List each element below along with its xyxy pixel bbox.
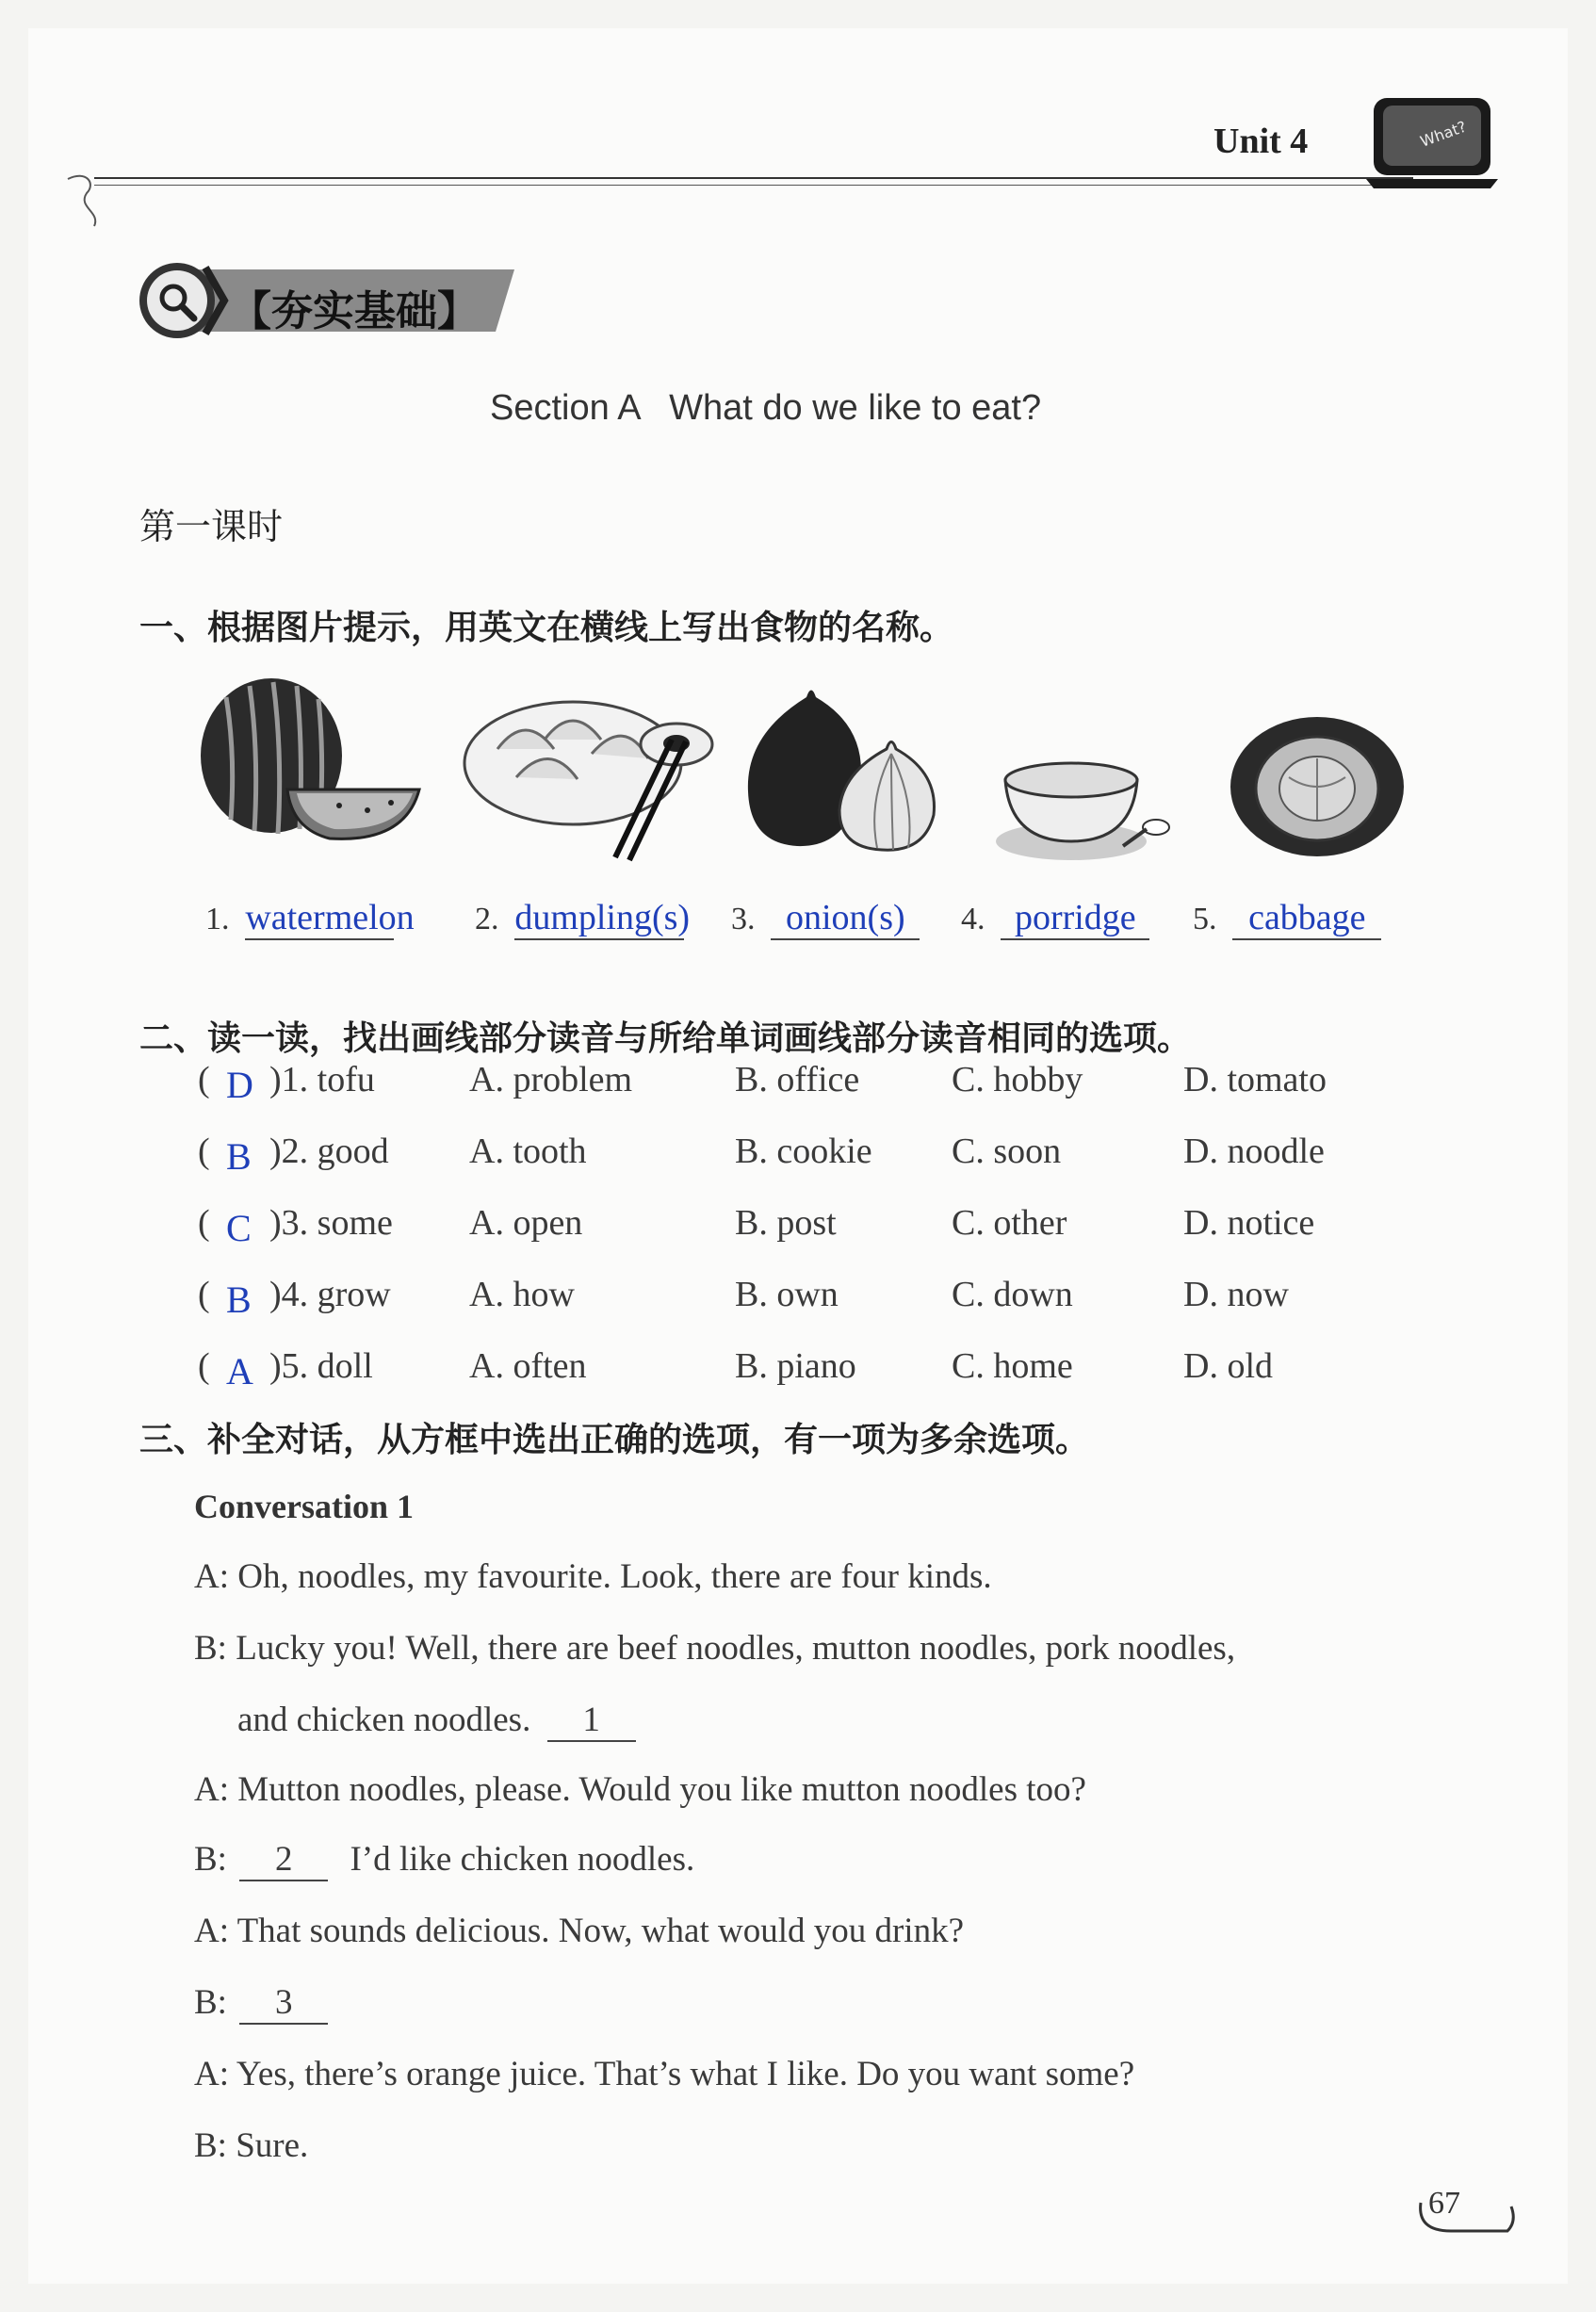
- q1-item-3: [731, 897, 920, 940]
- q1-instruction: 一、根据图片提示，用英文在横线上写出食物的名称。: [139, 609, 954, 647]
- q2-option-d: D. old: [1183, 1346, 1273, 1386]
- header-rule-thin: [94, 185, 1413, 186]
- blank-2[interactable]: 2: [239, 1839, 328, 1881]
- q1-item-number: 4.: [961, 902, 985, 936]
- dialog-line: [237, 1700, 636, 1742]
- blank-1[interactable]: 1: [547, 1700, 636, 1742]
- q2-option-c: C. soon: [952, 1132, 1062, 1171]
- q2-option-a: A. how: [469, 1275, 575, 1314]
- q2-option-a: A. problem: [469, 1060, 633, 1099]
- q2-option-b: B. own: [735, 1275, 839, 1314]
- q2-option-a: A. tooth: [469, 1132, 587, 1171]
- q2-option-a: A. often: [469, 1346, 587, 1386]
- q2-option-b: B. office: [735, 1060, 860, 1099]
- q2-option-c: C. hobby: [952, 1060, 1083, 1099]
- dialog-line: [194, 1839, 694, 1881]
- q2-option-b: B. cookie: [735, 1132, 872, 1171]
- q2-option-d: D. now: [1183, 1275, 1289, 1314]
- conversation-title: Conversation 1: [194, 1488, 414, 1525]
- q2-option-b: B. post: [735, 1203, 837, 1243]
- cabbage-icon: [1223, 711, 1411, 862]
- q1-answer-input[interactable]: watermelon: [245, 897, 394, 940]
- dialog-line: B: Sure.: [194, 2126, 309, 2165]
- q1-item-5: [1193, 897, 1381, 940]
- q1-item-2: [475, 897, 691, 940]
- q1-item-4: [961, 897, 1149, 940]
- speaker-label: B:: [194, 1840, 227, 1879]
- q2-row: ( A )5. doll A. often B. piano C. home D. old: [198, 1346, 1273, 1392]
- q1-item-number: 1.: [205, 902, 230, 936]
- onion-icon: [741, 678, 957, 857]
- porridge-icon: [991, 752, 1180, 865]
- dialog-line: A: Yes, there’s orange juice. That’s what I like. Do you want some?: [194, 2055, 1135, 2093]
- q2-answer[interactable]: B: [226, 1278, 252, 1321]
- dialog-line: [194, 1982, 328, 2025]
- svg-text:What?: What?: [1417, 117, 1469, 151]
- lesson-heading: 第一课时: [139, 506, 284, 547]
- q2-option-d: D. noodle: [1183, 1132, 1325, 1171]
- q2-answer[interactable]: A: [226, 1350, 253, 1392]
- unit-logo-icon: [1366, 89, 1498, 183]
- q2-instruction: 二、读一读，找出画线部分读音与所给单词画线部分读音相同的选项。: [139, 1019, 1192, 1058]
- q1-answer-input[interactable]: dumpling(s): [514, 897, 684, 940]
- dialog-line: A: Mutton noodles, please. Would you like mutton noodles too?: [194, 1770, 1086, 1809]
- q1-answer-input[interactable]: onion(s): [771, 897, 920, 940]
- section-title: Section A What do we like to eat?: [490, 388, 1042, 428]
- q2-answer[interactable]: D: [226, 1064, 253, 1106]
- q1-item-number: 2.: [475, 902, 499, 936]
- dialog-line: A: Oh, noodles, my favourite. Look, there are four kinds.: [194, 1557, 992, 1596]
- q2-stem: )3. some: [269, 1203, 393, 1243]
- q2-answer[interactable]: C: [226, 1207, 252, 1249]
- workbook-page: [28, 28, 1568, 2284]
- header-swirl-decoration: [58, 160, 115, 236]
- unit-label: Unit 4: [1213, 122, 1309, 161]
- q1-answer-input[interactable]: porridge: [1001, 897, 1149, 940]
- magnifier-icon: [151, 275, 204, 328]
- q2-row: ( B )2. good A. tooth B. cookie C. soon D. noodle: [198, 1132, 1325, 1178]
- dialog-line: B: Lucky you! Well, there are beef noodles, mutton noodles, pork noodles,: [194, 1629, 1236, 1668]
- q2-stem: )4. grow: [269, 1275, 391, 1314]
- banner-label: 【夯实基础】: [230, 287, 479, 335]
- q1-item-number: 5.: [1193, 902, 1217, 936]
- q2-option-c: C. home: [952, 1346, 1073, 1386]
- speaker-label: B:: [194, 1983, 227, 2022]
- q2-option-d: D. notice: [1183, 1203, 1315, 1243]
- q2-option-c: C. other: [952, 1203, 1067, 1243]
- dialog-text: I’d like chicken noodles.: [350, 1840, 695, 1879]
- header-rule: [94, 177, 1413, 179]
- q2-option-a: A. open: [469, 1203, 583, 1243]
- watermelon-icon: [198, 678, 433, 843]
- q1-item-1: [205, 897, 415, 940]
- q2-row: ( B )4. grow A. how B. own C. down D. now: [198, 1275, 1289, 1321]
- page-number: 67: [1428, 2186, 1460, 2221]
- section-banner: [138, 260, 533, 341]
- q2-stem: )5. doll: [269, 1346, 373, 1386]
- q2-stem: )2. good: [269, 1132, 389, 1171]
- page-number-swoosh: [1413, 2193, 1517, 2240]
- dialog-line: A: That sounds delicious. Now, what would you drink?: [194, 1912, 964, 1950]
- q2-row: ( D )1. tofu A. problem B. office C. hobby D. tomato: [198, 1060, 1327, 1106]
- q2-answer[interactable]: B: [226, 1135, 252, 1178]
- q2-option-c: C. down: [952, 1275, 1073, 1314]
- q2-option-d: D. tomato: [1183, 1060, 1327, 1099]
- q2-stem: )1. tofu: [269, 1060, 375, 1099]
- blank-3[interactable]: 3: [239, 1982, 328, 2025]
- dumplings-icon: [460, 674, 724, 862]
- q2-row: ( C )3. some A. open B. post C. other D. notice: [198, 1203, 1315, 1249]
- q1-item-number: 3.: [731, 902, 756, 936]
- q3-instruction: 三、补全对话，从方框中选出正确的选项，有一项为多余选项。: [139, 1421, 1090, 1459]
- dialog-text: and chicken noodles.: [237, 1701, 531, 1739]
- q1-answer-input[interactable]: cabbage: [1232, 897, 1381, 940]
- q2-option-b: B. piano: [735, 1346, 856, 1386]
